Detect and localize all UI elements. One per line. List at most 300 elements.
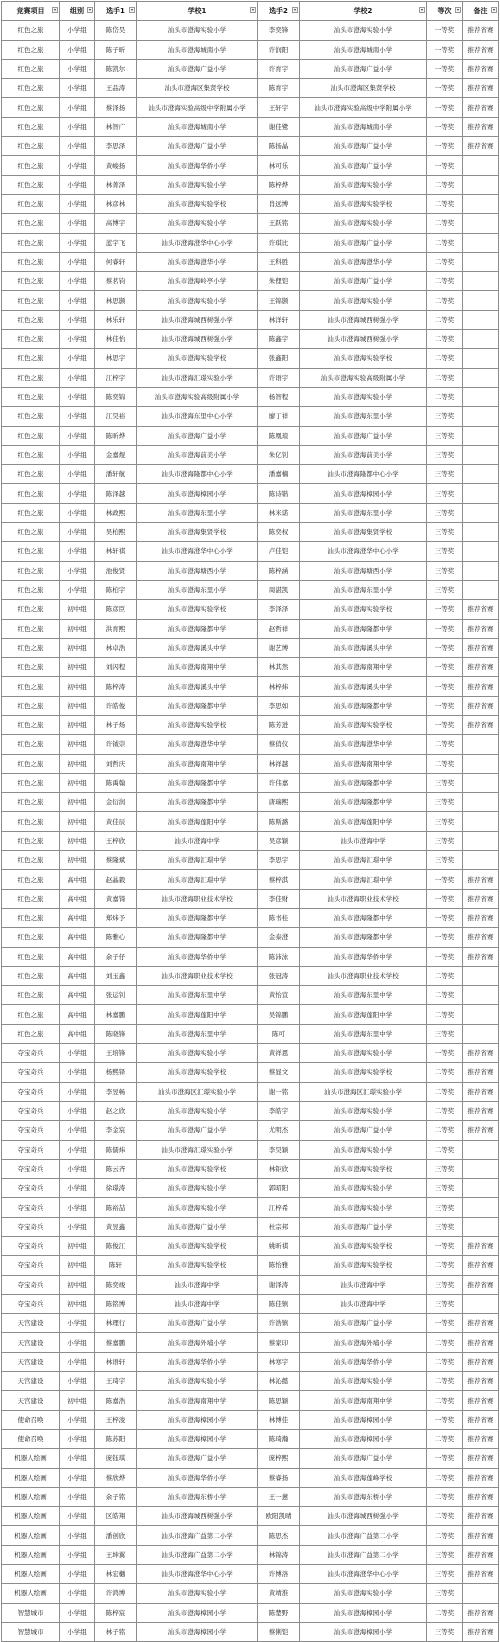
cell-school2[interactable]: 汕头市澄海城西树强小学 xyxy=(300,330,427,349)
cell-school1[interactable]: 汕头市澄海隆都中学 xyxy=(137,773,258,792)
cell-school2[interactable]: 汕头市澄海隆都中心小学 xyxy=(300,465,427,484)
cell-group[interactable]: 小学组 xyxy=(60,503,95,522)
cell-remark[interactable]: 推荐省赛 xyxy=(463,1333,499,1352)
cell-school1[interactable]: 汕头市澄海东里中学 xyxy=(137,1024,258,1043)
cell-player2[interactable]: 陈育宇 xyxy=(258,79,300,98)
cell-player1[interactable]: 陈雅心 xyxy=(95,928,137,947)
cell-rank[interactable]: 三等奖 xyxy=(427,773,463,792)
cell-player2[interactable]: 潘嘉楠 xyxy=(258,465,300,484)
cell-school1[interactable]: 汕头市澄海莲阳中学 xyxy=(137,1005,258,1024)
cell-player1[interactable]: 庞钰琪 xyxy=(95,1449,137,1468)
cell-player1[interactable]: 区皓翔 xyxy=(95,1507,137,1526)
cell-group[interactable]: 小学组 xyxy=(60,542,95,561)
cell-rank[interactable]: 三等奖 xyxy=(427,484,463,503)
cell-school2[interactable]: 汕头市澄海中学 xyxy=(300,1294,427,1313)
cell-player2[interactable]: 杜宗邦 xyxy=(258,1217,300,1236)
cell-competition[interactable]: 红色之旅 xyxy=(2,330,60,349)
cell-player1[interactable]: 江梓宇 xyxy=(95,368,137,387)
cell-school2[interactable]: 汕头市澄海实验小学 xyxy=(300,1198,427,1217)
cell-group[interactable]: 小学组 xyxy=(60,523,95,542)
cell-group[interactable]: 高中组 xyxy=(60,1024,95,1043)
cell-player2[interactable]: 陈思颖 xyxy=(258,1391,300,1410)
cell-player1[interactable]: 陈禹翰 xyxy=(95,773,137,792)
cell-rank[interactable]: 三等奖 xyxy=(427,812,463,831)
cell-remark[interactable] xyxy=(463,272,499,291)
cell-school2[interactable]: 汕头市澄海职业技术学校 xyxy=(300,889,427,908)
cell-player2[interactable]: 朱亿钊 xyxy=(258,445,300,464)
cell-rank[interactable]: 三等奖 xyxy=(427,523,463,542)
cell-school1[interactable]: 汕头市澄海樟园小学 xyxy=(137,1410,258,1429)
cell-player2[interactable]: 陈琦瀚 xyxy=(258,1429,300,1448)
cell-school1[interactable]: 汕头市澄海广益小学 xyxy=(137,137,258,156)
cell-remark[interactable]: 推荐省赛 xyxy=(463,1526,499,1545)
cell-rank[interactable]: 二等奖 xyxy=(427,1333,463,1352)
cell-group[interactable]: 小学组 xyxy=(60,1526,95,1545)
cell-school1[interactable]: 汕头市澄海南翔中学 xyxy=(137,754,258,773)
cell-player1[interactable]: 许钺崇 xyxy=(95,735,137,754)
cell-school2[interactable]: 汕头市澄海樟园小学 xyxy=(300,1410,427,1429)
cell-group[interactable]: 小学组 xyxy=(60,1082,95,1101)
cell-school1[interactable]: 汕头市澄海实验学校 xyxy=(137,715,258,734)
cell-player1[interactable]: 林轩祺 xyxy=(95,542,137,561)
cell-player2[interactable]: 蔡俏仪 xyxy=(258,735,300,754)
cell-competition[interactable]: 使命召唤 xyxy=(2,1410,60,1429)
cell-player1[interactable]: 陈岱昊 xyxy=(95,21,137,40)
cell-player2[interactable]: 陈佳镇 xyxy=(258,1294,300,1313)
cell-player2[interactable]: 陈可 xyxy=(258,1024,300,1043)
cell-group[interactable]: 小学组 xyxy=(60,1314,95,1333)
cell-remark[interactable] xyxy=(463,851,499,870)
cell-rank[interactable]: 二等奖 xyxy=(427,368,463,387)
cell-player1[interactable]: 陈云齐 xyxy=(95,1159,137,1178)
cell-player2[interactable]: 黄祥恩 xyxy=(258,1044,300,1063)
cell-group[interactable]: 小学组 xyxy=(60,1449,95,1468)
cell-school1[interactable]: 汕头市澄海隆都中学 xyxy=(137,696,258,715)
cell-rank[interactable]: 二等奖 xyxy=(427,1140,463,1159)
cell-player2[interactable]: 陈凰瑄 xyxy=(258,426,300,445)
cell-school1[interactable]: 汕头市澄海溪头中学 xyxy=(137,638,258,657)
cell-school2[interactable]: 汕头市澄海广益第二小学 xyxy=(300,1526,427,1545)
cell-rank[interactable]: 二等奖 xyxy=(427,310,463,329)
cell-rank[interactable]: 一等奖 xyxy=(427,638,463,657)
cell-school1[interactable]: 汕头市澄海实验学校 xyxy=(137,600,258,619)
cell-school2[interactable]: 汕头市澄海南翔中学 xyxy=(300,754,427,773)
cell-player2[interactable]: 郭昭阳 xyxy=(258,1179,300,1198)
cell-group[interactable]: 小学组 xyxy=(60,1410,95,1429)
cell-rank[interactable]: 三等奖 xyxy=(427,1179,463,1198)
cell-player2[interactable]: 姚昕祺 xyxy=(258,1237,300,1256)
cell-school1[interactable]: 汕头市澄海樟园小学 xyxy=(137,484,258,503)
cell-player1[interactable]: 潘轩航 xyxy=(95,465,137,484)
cell-school2[interactable]: 汕头市澄海隆都中学 xyxy=(300,928,427,947)
cell-school2[interactable]: 汕头市澄海汇璟中学 xyxy=(300,870,427,889)
cell-school1[interactable]: 汕头市澄海塘西小学 xyxy=(137,561,258,580)
cell-player2[interactable]: 许伟嘉 xyxy=(258,773,300,792)
cell-player2[interactable]: 许琪比 xyxy=(258,233,300,252)
cell-player2[interactable]: 蔡睿扬 xyxy=(258,1468,300,1487)
cell-player1[interactable]: 陈梓宸 xyxy=(95,1603,137,1622)
cell-competition[interactable]: 夺宝奇兵 xyxy=(2,1256,60,1275)
cell-player1[interactable]: 黄佳辰 xyxy=(95,812,137,831)
cell-player1[interactable]: 林理行 xyxy=(95,1314,137,1333)
cell-group[interactable]: 小学组 xyxy=(60,117,95,136)
cell-remark[interactable]: 推荐省赛 xyxy=(463,79,499,98)
cell-competition[interactable]: 红色之旅 xyxy=(2,580,60,599)
cell-competition[interactable]: 红色之旅 xyxy=(2,793,60,812)
cell-remark[interactable]: 推荐省赛 xyxy=(463,677,499,696)
cell-group[interactable]: 小学组 xyxy=(60,1352,95,1371)
cell-player2[interactable]: 王跃铭 xyxy=(258,214,300,233)
cell-remark[interactable] xyxy=(463,156,499,175)
cell-group[interactable]: 初中组 xyxy=(60,754,95,773)
cell-school1[interactable]: 汕头市澄海实验小学 xyxy=(137,1101,258,1120)
cell-school1[interactable]: 汕头市澄海东里中心小学 xyxy=(137,407,258,426)
cell-competition[interactable]: 夺宝奇兵 xyxy=(2,1063,60,1082)
cell-player2[interactable]: 陈斯潞 xyxy=(258,812,300,831)
cell-competition[interactable]: 红色之旅 xyxy=(2,156,60,175)
cell-school1[interactable]: 汕头市澄海汇璟实验小学 xyxy=(137,368,258,387)
cell-competition[interactable]: 红色之旅 xyxy=(2,175,60,194)
cell-school2[interactable]: 汕头市澄海南翔中学 xyxy=(300,1391,427,1410)
cell-remark[interactable] xyxy=(463,503,499,522)
cell-competition[interactable]: 红色之旅 xyxy=(2,754,60,773)
cell-competition[interactable]: 天宫建设 xyxy=(2,1372,60,1391)
header-player2[interactable]: 选手2 xyxy=(258,2,300,21)
cell-player1[interactable]: 刘哲庆 xyxy=(95,754,137,773)
cell-rank[interactable]: 二等奖 xyxy=(427,194,463,213)
cell-school2[interactable]: 汕头市澄海澄华中心小学 xyxy=(300,1565,427,1584)
cell-player2[interactable]: 陈梓烨 xyxy=(258,175,300,194)
cell-player1[interactable]: 林嘉鹏 xyxy=(95,1005,137,1024)
cell-school1[interactable]: 汕头市澄海实验小学 xyxy=(137,1198,258,1217)
cell-competition[interactable]: 红色之旅 xyxy=(2,465,60,484)
cell-school2[interactable]: 汕头市澄海广益小学 xyxy=(300,137,427,156)
cell-school2[interactable]: 汕头市澄海东桥小学 xyxy=(300,1487,427,1506)
cell-school1[interactable]: 汕头市澄海实验小学 xyxy=(137,214,258,233)
cell-player2[interactable]: 吴彦颖 xyxy=(258,831,300,850)
cell-school1[interactable]: 汕头市澄海溪头中学 xyxy=(137,677,258,696)
cell-player2[interactable]: 林可乐 xyxy=(258,156,300,175)
cell-school1[interactable]: 汕头市澄海汇璟中学 xyxy=(137,851,258,870)
cell-player2[interactable]: 陈楚野 xyxy=(258,1603,300,1622)
cell-player1[interactable]: 林佳怡 xyxy=(95,330,137,349)
cell-rank[interactable]: 一等奖 xyxy=(427,1237,463,1256)
cell-school2[interactable]: 汕头市澄海实验小学 xyxy=(300,1101,427,1120)
cell-group[interactable]: 高中组 xyxy=(60,870,95,889)
filter-dropdown-icon[interactable] xyxy=(129,7,135,13)
cell-rank[interactable]: 一等奖 xyxy=(427,947,463,966)
cell-school2[interactable]: 汕头市澄海职业技术学校 xyxy=(300,966,427,985)
cell-school1[interactable]: 汕头市澄海区集贤学校 xyxy=(137,79,258,98)
cell-player2[interactable]: 陈思杰 xyxy=(258,1526,300,1545)
cell-competition[interactable]: 红色之旅 xyxy=(2,117,60,136)
cell-player2[interactable]: 陈梓涵 xyxy=(258,561,300,580)
cell-competition[interactable]: 红色之旅 xyxy=(2,214,60,233)
cell-rank[interactable]: 一等奖 xyxy=(427,79,463,98)
cell-school2[interactable]: 汕头市澄海东里中学 xyxy=(300,1024,427,1043)
cell-school2[interactable]: 汕头市澄海广益小学 xyxy=(300,1217,427,1236)
cell-school1[interactable]: 汕头市澄海实验学校 xyxy=(137,1159,258,1178)
header-player1[interactable]: 选手1 xyxy=(95,2,137,21)
cell-competition[interactable]: 红色之旅 xyxy=(2,387,60,406)
cell-rank[interactable]: 三等奖 xyxy=(427,1622,463,1641)
cell-school2[interactable]: 汕头市澄海隆都中学 xyxy=(300,696,427,715)
cell-rank[interactable]: 三等奖 xyxy=(427,542,463,561)
cell-player2[interactable]: 蔡显文 xyxy=(258,1063,300,1082)
cell-remark[interactable]: 推荐省赛 xyxy=(463,947,499,966)
cell-competition[interactable]: 红色之旅 xyxy=(2,272,60,291)
cell-player1[interactable]: 黄嘉锜 xyxy=(95,889,137,908)
filter-dropdown-icon[interactable] xyxy=(491,7,497,13)
cell-school1[interactable]: 汕头市澄海华侨小学 xyxy=(137,156,258,175)
cell-remark[interactable]: 推荐省赛 xyxy=(463,1256,499,1275)
cell-school2[interactable]: 汕头市澄海广益小学 xyxy=(300,272,427,291)
cell-remark[interactable]: 推荐省赛 xyxy=(463,1449,499,1468)
cell-group[interactable]: 小学组 xyxy=(60,310,95,329)
cell-player2[interactable]: 林锦涛 xyxy=(258,1545,300,1564)
cell-rank[interactable]: 一等奖 xyxy=(427,715,463,734)
cell-school2[interactable]: 汕头市澄海广益小学 xyxy=(300,1314,427,1333)
cell-remark[interactable]: 推荐省赛 xyxy=(463,715,499,734)
cell-player2[interactable]: 李皓宇 xyxy=(258,1101,300,1120)
cell-school2[interactable]: 汕头市澄海城西树强小学 xyxy=(300,310,427,329)
cell-player2[interactable]: 谢泽涛 xyxy=(258,1275,300,1294)
cell-school1[interactable]: 汕头市澄海广益小学 xyxy=(137,1449,258,1468)
cell-player1[interactable]: 王梓欣 xyxy=(95,831,137,850)
cell-remark[interactable] xyxy=(463,194,499,213)
cell-group[interactable]: 高中组 xyxy=(60,908,95,927)
cell-school1[interactable]: 汕头市澄海南翔中学 xyxy=(137,1391,258,1410)
cell-remark[interactable] xyxy=(463,175,499,194)
cell-school1[interactable]: 汕头市澄海实验小学 xyxy=(137,21,258,40)
cell-player1[interactable]: 余子铭 xyxy=(95,1487,137,1506)
cell-competition[interactable]: 红色之旅 xyxy=(2,600,60,619)
cell-remark[interactable] xyxy=(463,349,499,368)
cell-school2[interactable]: 汕头市澄海区汇璟实验小学 xyxy=(300,1082,427,1101)
cell-school1[interactable]: 汕头市澄海隆都中学 xyxy=(137,908,258,927)
cell-competition[interactable]: 夺宝奇兵 xyxy=(2,1198,60,1217)
cell-competition[interactable]: 机器人绘画 xyxy=(2,1526,60,1545)
cell-group[interactable]: 小学组 xyxy=(60,1429,95,1448)
cell-player2[interactable]: 陈书桂 xyxy=(258,908,300,927)
cell-school2[interactable]: 汕头市澄海实验小学 xyxy=(300,1584,427,1603)
cell-school2[interactable]: 汕头市澄海南翔中学 xyxy=(300,658,427,677)
cell-remark[interactable]: 推荐省赛 xyxy=(463,870,499,889)
cell-school2[interactable]: 汕头市澄海广益小学 xyxy=(300,1121,427,1140)
cell-player2[interactable]: 黄靖淮 xyxy=(258,1584,300,1603)
cell-group[interactable]: 高中组 xyxy=(60,1005,95,1024)
cell-competition[interactable]: 红色之旅 xyxy=(2,812,60,831)
cell-competition[interactable]: 夺宝奇兵 xyxy=(2,1101,60,1120)
cell-group[interactable]: 小学组 xyxy=(60,1507,95,1526)
cell-school2[interactable]: 汕头市澄海实验学校 xyxy=(300,349,427,368)
cell-player1[interactable]: 吴柏熙 xyxy=(95,523,137,542)
cell-competition[interactable]: 红色之旅 xyxy=(2,542,60,561)
cell-player1[interactable]: 赵之欣 xyxy=(95,1101,137,1120)
cell-school1[interactable]: 汕头市澄海实验小学 xyxy=(137,1179,258,1198)
cell-player1[interactable]: 陈晓锋 xyxy=(95,1024,137,1043)
cell-group[interactable]: 小学组 xyxy=(60,233,95,252)
cell-rank[interactable]: 二等奖 xyxy=(427,735,463,754)
cell-competition[interactable]: 红色之旅 xyxy=(2,445,60,464)
cell-competition[interactable]: 红色之旅 xyxy=(2,561,60,580)
cell-player2[interactable]: 林祥越 xyxy=(258,754,300,773)
cell-player1[interactable]: 杨熙铎 xyxy=(95,1063,137,1082)
cell-rank[interactable]: 三等奖 xyxy=(427,407,463,426)
cell-player1[interactable]: 林卓浩 xyxy=(95,638,137,657)
cell-competition[interactable]: 红色之旅 xyxy=(2,928,60,947)
cell-school1[interactable]: 汕头市澄海广益第二小学 xyxy=(137,1526,258,1545)
cell-school2[interactable]: 汕头市澄海实验小学 xyxy=(300,1179,427,1198)
cell-competition[interactable]: 红色之旅 xyxy=(2,735,60,754)
cell-player1[interactable]: 高博宇 xyxy=(95,214,137,233)
header-school2[interactable]: 学校2 xyxy=(300,2,427,21)
cell-player1[interactable]: 陈奕竣 xyxy=(95,1275,137,1294)
cell-player2[interactable]: 林沁懿 xyxy=(258,1372,300,1391)
cell-player1[interactable]: 林子铭 xyxy=(95,1622,137,1641)
cell-rank[interactable]: 一等奖 xyxy=(427,870,463,889)
cell-group[interactable]: 小学组 xyxy=(60,272,95,291)
cell-remark[interactable] xyxy=(463,214,499,233)
cell-competition[interactable]: 夺宝奇兵 xyxy=(2,1082,60,1101)
cell-rank[interactable]: 三等奖 xyxy=(427,1584,463,1603)
filter-dropdown-icon[interactable] xyxy=(455,7,461,13)
cell-school1[interactable]: 汕头市澄海城西树强小学 xyxy=(137,310,258,329)
cell-remark[interactable]: 推荐省赛 xyxy=(463,137,499,156)
cell-competition[interactable]: 红色之旅 xyxy=(2,986,60,1005)
cell-player1[interactable]: 郑炜予 xyxy=(95,908,137,927)
cell-player1[interactable]: 王坤翼 xyxy=(95,1545,137,1564)
cell-group[interactable]: 小学组 xyxy=(60,1372,95,1391)
cell-rank[interactable]: 三等奖 xyxy=(427,1217,463,1236)
cell-rank[interactable]: 一等奖 xyxy=(427,1314,463,1333)
cell-school1[interactable]: 汕头市澄海实验学校 xyxy=(137,349,258,368)
cell-group[interactable]: 高中组 xyxy=(60,986,95,1005)
cell-rank[interactable]: 二等奖 xyxy=(427,291,463,310)
cell-remark[interactable] xyxy=(463,445,499,464)
cell-school1[interactable]: 汕头市澄海南翔中学 xyxy=(137,658,258,677)
cell-player1[interactable]: 陈泽越 xyxy=(95,484,137,503)
cell-group[interactable]: 小学组 xyxy=(60,137,95,156)
cell-school1[interactable]: 汕头市澄海隆都中学 xyxy=(137,793,258,812)
cell-player2[interactable]: 林米诺 xyxy=(258,503,300,522)
cell-rank[interactable]: 一等奖 xyxy=(427,658,463,677)
cell-player1[interactable]: 陈裕喆 xyxy=(95,1198,137,1217)
cell-group[interactable]: 小学组 xyxy=(60,330,95,349)
cell-group[interactable]: 初中组 xyxy=(60,619,95,638)
cell-rank[interactable]: 三等奖 xyxy=(427,831,463,850)
cell-school1[interactable]: 汕头市澄海实验小学 xyxy=(137,1044,258,1063)
cell-school1[interactable]: 汕头市澄海汇璟实验小学 xyxy=(137,1140,258,1159)
cell-school2[interactable]: 汕头市澄海实验学校 xyxy=(300,194,427,213)
cell-group[interactable]: 小学组 xyxy=(60,59,95,78)
cell-remark[interactable] xyxy=(463,252,499,271)
cell-competition[interactable]: 红色之旅 xyxy=(2,503,60,522)
cell-competition[interactable]: 红色之旅 xyxy=(2,870,60,889)
cell-group[interactable]: 初中组 xyxy=(60,831,95,850)
cell-group[interactable]: 小学组 xyxy=(60,1140,95,1159)
cell-competition[interactable]: 智慧城市 xyxy=(2,1603,60,1622)
cell-group[interactable]: 初中组 xyxy=(60,851,95,870)
cell-school2[interactable]: 汕头市澄海溪头中学 xyxy=(300,677,427,696)
cell-group[interactable]: 初中组 xyxy=(60,715,95,734)
cell-group[interactable]: 初中组 xyxy=(60,638,95,657)
cell-school2[interactable]: 汕头市澄海隆都中学 xyxy=(300,773,427,792)
cell-competition[interactable]: 机器人绘画 xyxy=(2,1487,60,1506)
cell-competition[interactable]: 天宫建设 xyxy=(2,1314,60,1333)
cell-remark[interactable] xyxy=(463,812,499,831)
filter-dropdown-icon[interactable] xyxy=(419,7,425,13)
cell-school1[interactable]: 汕头市澄海中学 xyxy=(137,831,258,850)
cell-player1[interactable]: 陈嘉浩 xyxy=(95,1391,137,1410)
cell-group[interactable]: 小学组 xyxy=(60,426,95,445)
cell-remark[interactable] xyxy=(463,1584,499,1603)
cell-rank[interactable]: 三等奖 xyxy=(427,1294,463,1313)
cell-competition[interactable]: 红色之旅 xyxy=(2,59,60,78)
cell-competition[interactable]: 天宫建设 xyxy=(2,1333,60,1352)
cell-rank[interactable]: 二等奖 xyxy=(427,1429,463,1448)
cell-player2[interactable]: 陈怡雅 xyxy=(258,1256,300,1275)
cell-school2[interactable]: 汕头市澄海前美小学 xyxy=(300,445,427,464)
cell-rank[interactable]: 一等奖 xyxy=(427,156,463,175)
cell-group[interactable]: 初中组 xyxy=(60,735,95,754)
cell-school2[interactable]: 汕头市澄海东里中学 xyxy=(300,986,427,1005)
cell-group[interactable]: 小学组 xyxy=(60,1468,95,1487)
cell-school2[interactable]: 汕头市澄海实验小学 xyxy=(300,175,427,194)
cell-competition[interactable]: 红色之旅 xyxy=(2,677,60,696)
cell-school1[interactable]: 汕头市澄海隆都中学 xyxy=(137,619,258,638)
cell-competition[interactable]: 机器人绘画 xyxy=(2,1565,60,1584)
cell-group[interactable]: 小学组 xyxy=(60,1063,95,1082)
cell-player1[interactable]: 刘闪程 xyxy=(95,658,137,677)
cell-group[interactable]: 小学组 xyxy=(60,1622,95,1641)
cell-competition[interactable]: 红色之旅 xyxy=(2,523,60,542)
cell-group[interactable]: 小学组 xyxy=(60,1545,95,1564)
cell-school2[interactable]: 汕头市澄海实验小学 xyxy=(300,214,427,233)
cell-remark[interactable] xyxy=(463,233,499,252)
cell-player2[interactable]: 谢艺博 xyxy=(258,638,300,657)
filter-dropdown-icon[interactable] xyxy=(87,7,93,13)
cell-rank[interactable]: 二等奖 xyxy=(427,1526,463,1545)
cell-school1[interactable]: 汕头市澄海城西树强小学 xyxy=(137,1507,258,1526)
cell-player2[interactable]: 张冠涛 xyxy=(258,966,300,985)
cell-school1[interactable]: 汕头市澄海实验小学 xyxy=(137,175,258,194)
cell-player2[interactable]: 黄怡宣 xyxy=(258,986,300,1005)
cell-school2[interactable]: 汕头市澄海莲峰学校 xyxy=(300,1468,427,1487)
cell-school1[interactable]: 汕头市澄海岭亭小学 xyxy=(137,272,258,291)
cell-school1[interactable]: 汕头市澄海澄华中心小学 xyxy=(137,233,258,252)
cell-school1[interactable]: 汕头市澄海中学 xyxy=(137,1294,258,1313)
cell-rank[interactable]: 一等奖 xyxy=(427,21,463,40)
cell-group[interactable]: 初中组 xyxy=(60,1275,95,1294)
cell-remark[interactable] xyxy=(463,1005,499,1024)
cell-school1[interactable]: 汕头市澄海外埔小学 xyxy=(137,1333,258,1352)
cell-competition[interactable]: 天宫建设 xyxy=(2,1352,60,1371)
cell-school1[interactable]: 汕头市澄海广益小学 xyxy=(137,1314,258,1333)
cell-rank[interactable]: 一等奖 xyxy=(427,1449,463,1468)
cell-rank[interactable]: 二等奖 xyxy=(427,1082,463,1101)
cell-player1[interactable]: 蔡嘉鹏 xyxy=(95,1333,137,1352)
cell-player2[interactable]: 尤明杰 xyxy=(258,1121,300,1140)
cell-school2[interactable]: 汕头市澄海城南小学 xyxy=(300,117,427,136)
cell-group[interactable]: 小学组 xyxy=(60,387,95,406)
cell-school2[interactable]: 汕头市澄海莲阳中学 xyxy=(300,1005,427,1024)
header-remark[interactable]: 备注 xyxy=(463,2,499,21)
cell-player1[interactable]: 林菁泽 xyxy=(95,175,137,194)
cell-player2[interactable]: 谢佳鹭 xyxy=(258,117,300,136)
cell-school1[interactable]: 汕头市澄海汇璟中学 xyxy=(137,870,258,889)
cell-competition[interactable]: 红色之旅 xyxy=(2,851,60,870)
